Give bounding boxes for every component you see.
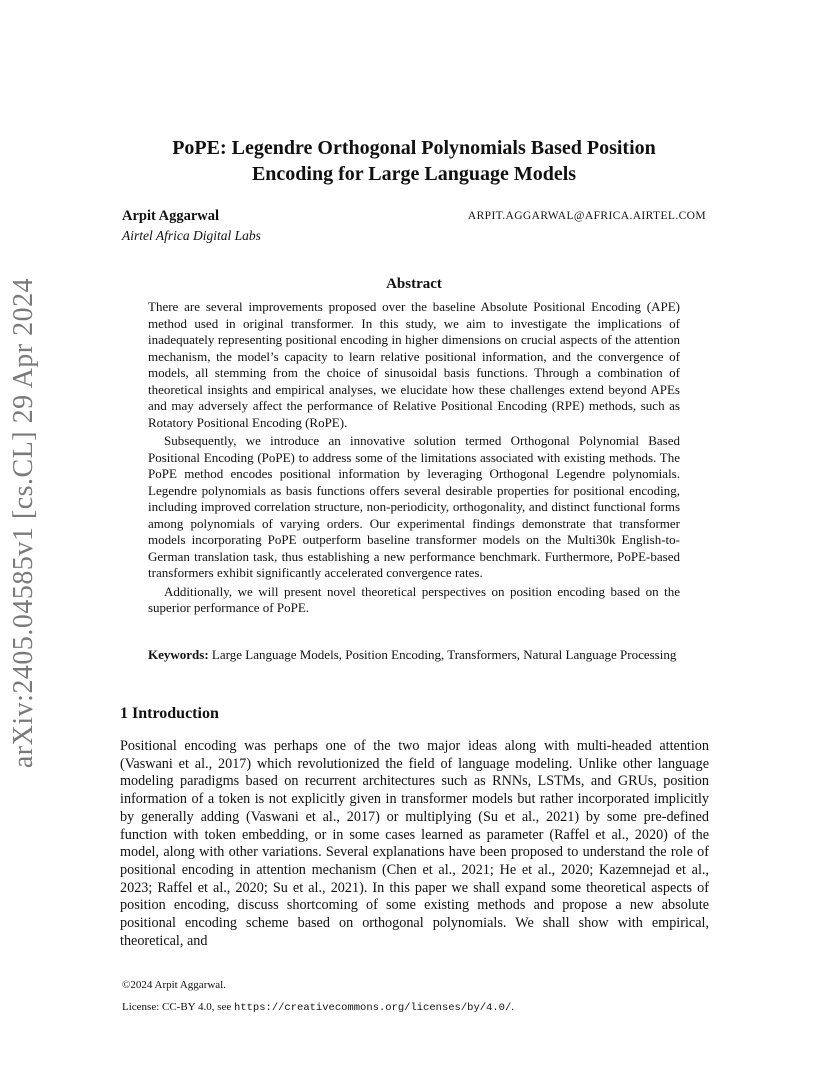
author-email: ARPIT.AGGARWAL@AFRICA.AIRTEL.COM (467, 210, 706, 222)
footnote-license (122, 1001, 514, 1014)
abstract-body (148, 299, 680, 617)
section-heading: 1 Introduction (120, 705, 219, 722)
author-affiliation: Airtel Africa Digital Labs (122, 228, 261, 243)
arxiv-identifier: arXiv:2405.04585v1 [cs.CL] 29 Apr 2024 (8, 277, 40, 769)
footnote-copyright: ©2024 Arpit Aggarwal. (122, 979, 226, 991)
license-prefix: License: CC-BY 4.0, see (122, 1001, 232, 1013)
keywords (148, 647, 680, 664)
abstract-paragraph-3: Additionally, we will present novel theoretical perspectives on position encoding based on the superior performance of PoPE. (148, 583, 680, 615)
license-suffix: . (511, 1001, 515, 1013)
author-name: Arpit Aggarwal (122, 208, 220, 224)
abstract-paragraph-1: There are several improvements proposed over the baseline Absolute Positional Encoding (APE) method used in original transformer. In this study, we aim to investigate the implications of inadequately representing positional encoding in higher dimensions on crucial aspects of the attention mechanism, the model’s capacity to learn relative positional information, and the convergence of models, all stemming from the choice of sinusoidal basis functions. Through a combination of theoretical insights and empirical analyses, we elucidate how these challenges extend beyond APEs and may adversely affect the performance of Relative Positional Encoding (RPE) methods, such as Rotatory Positional Encoding (RoPE). (148, 299, 680, 430)
keywords-label: Keywords: (148, 647, 209, 662)
abstract-heading: Abstract (386, 276, 442, 292)
introduction-body (120, 738, 709, 950)
title-line-2: Encoding for Large Language Models (251, 163, 577, 185)
paper-title (110, 135, 718, 187)
introduction-paragraph: Positional encoding was perhaps one of the two major ideas along with multi-headed attention (Vaswani et al., 2017) which revolutionized the field of language modeling. Unlike other language modeling paradigms based on recurrent architectures such as RNNs, LSTMs, and GRUs, position information of a token is not explicitly given in transformer models but rather incorporated implicitly by generally adding (Vaswani et al., 2017) or multiplying (Su et al., 2021) by some pre-defined function with token embedding, or in some cases learned as parameter (Raffel et al., 2020) of the model, along with other variations. Several explanations have been proposed to understand the role of positional encoding in attention mechanism (Chen et al., 2021; He et al., 2020; Kazemnejad et al., 2023; Raffel et al., 2020; Su et al., 2021). In this paper we shall expand some theoretical aspects of position encoding, discuss shortcoming of some existing methods and propose a new absolute positional encoding scheme based on orthogonal polynomials. We shall show with empirical, theoretical, and (120, 738, 709, 949)
license-link[interactable]: https://creativecommons.org/licenses/by/4.0/ (234, 1002, 512, 1014)
title-line-1: PoPE: Legendre Orthogonal Polynomials Based Position (172, 137, 656, 159)
keywords-list: Large Language Models, Position Encoding, Transformers, Natural Language Processing (211, 647, 677, 662)
arxiv-side-stamp (4, 277, 44, 769)
abstract-paragraph-2: Subsequently, we introduce an innovative solution termed Orthogonal Polynomial Based Positional Encoding (PoPE) to address some of the limitations associated with existing methods. The PoPE method encodes positional information by leveraging Orthogonal Legendre polynomials. Legendre polynomials as basis functions offers several desirable properties for positional encoding, including improved correlation structure, non-periodicity, orthogonality, and distinct functional forms among polynomials of varying orders. Our experimental findings demonstrate that transformer models incorporating PoPE outperform baseline transformer models on the Multi30k English-to-German translation task, thus establishing a new performance benchmark. Furthermore, PoPE-based transformers exhibit significantly accelerated convergence rates. (148, 433, 680, 580)
